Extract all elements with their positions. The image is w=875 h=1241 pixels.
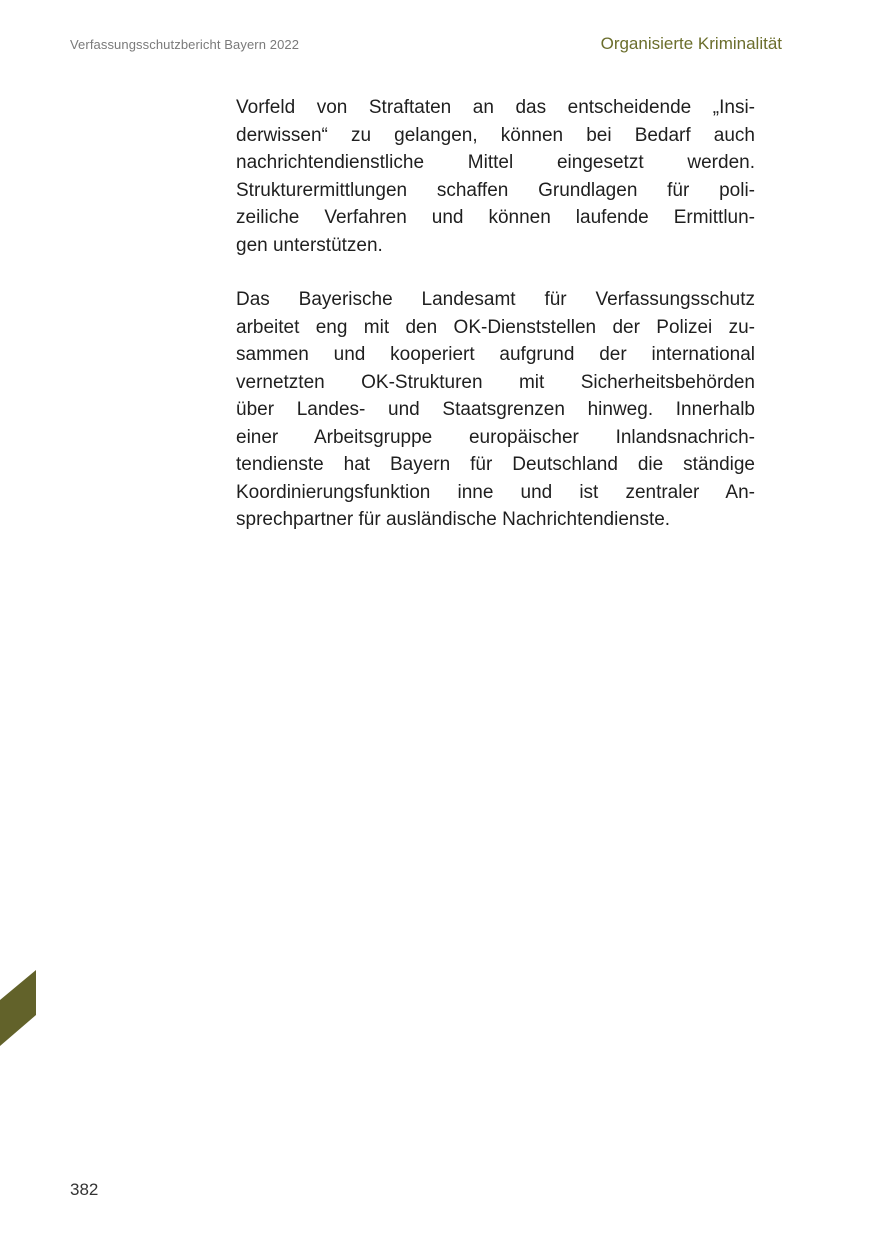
chapter-tab-marker bbox=[0, 970, 36, 1046]
text-line: arbeitet eng mit den OK-Dienststellen der Polizei zu- bbox=[236, 316, 755, 338]
text-line: einer Arbeitsgruppe europäischer Inlandsnachrich- bbox=[236, 426, 755, 448]
text-line: gen unterstützen. bbox=[236, 234, 383, 256]
text-line: vernetzten OK-Strukturen mit Sicherheitsbehörden bbox=[236, 371, 755, 393]
text-line: derwissen“ zu gelangen, können bei Bedarf auch bbox=[236, 124, 755, 146]
paragraph bbox=[236, 286, 755, 534]
text-line: über Landes- und Staatsgrenzen hinweg. Innerhalb bbox=[236, 399, 755, 420]
running-head-publication: Verfassungsschutzbericht Bayern 2022 bbox=[70, 37, 300, 52]
page-number: 382 bbox=[70, 1180, 99, 1199]
text-line: tendienste hat Bayern für Deutschland die ständige bbox=[236, 454, 755, 475]
text-line: sprechpartner für ausländische Nachrichtendienste. bbox=[236, 509, 671, 530]
running-head-section: Organisierte Kriminalität bbox=[600, 34, 782, 53]
text-line: Koordinierungsfunktion inne und ist zentraler An- bbox=[236, 481, 755, 503]
text-line: sammen und kooperiert aufgrund der international bbox=[236, 344, 755, 365]
text-line: Das Bayerische Landesamt für Verfassungsschutz bbox=[236, 289, 755, 310]
body-text bbox=[236, 94, 755, 534]
text-line: nachrichtendienstliche Mittel eingesetzt werden. bbox=[236, 152, 755, 173]
text-line: Strukturermittlungen schaffen Grundlagen für poli- bbox=[236, 179, 755, 201]
text-line: zeiliche Verfahren und können laufende Ermittlun- bbox=[236, 207, 755, 228]
paragraph bbox=[236, 94, 755, 259]
text-line: Vorfeld von Straftaten an das entscheidende „Insi- bbox=[236, 97, 755, 118]
